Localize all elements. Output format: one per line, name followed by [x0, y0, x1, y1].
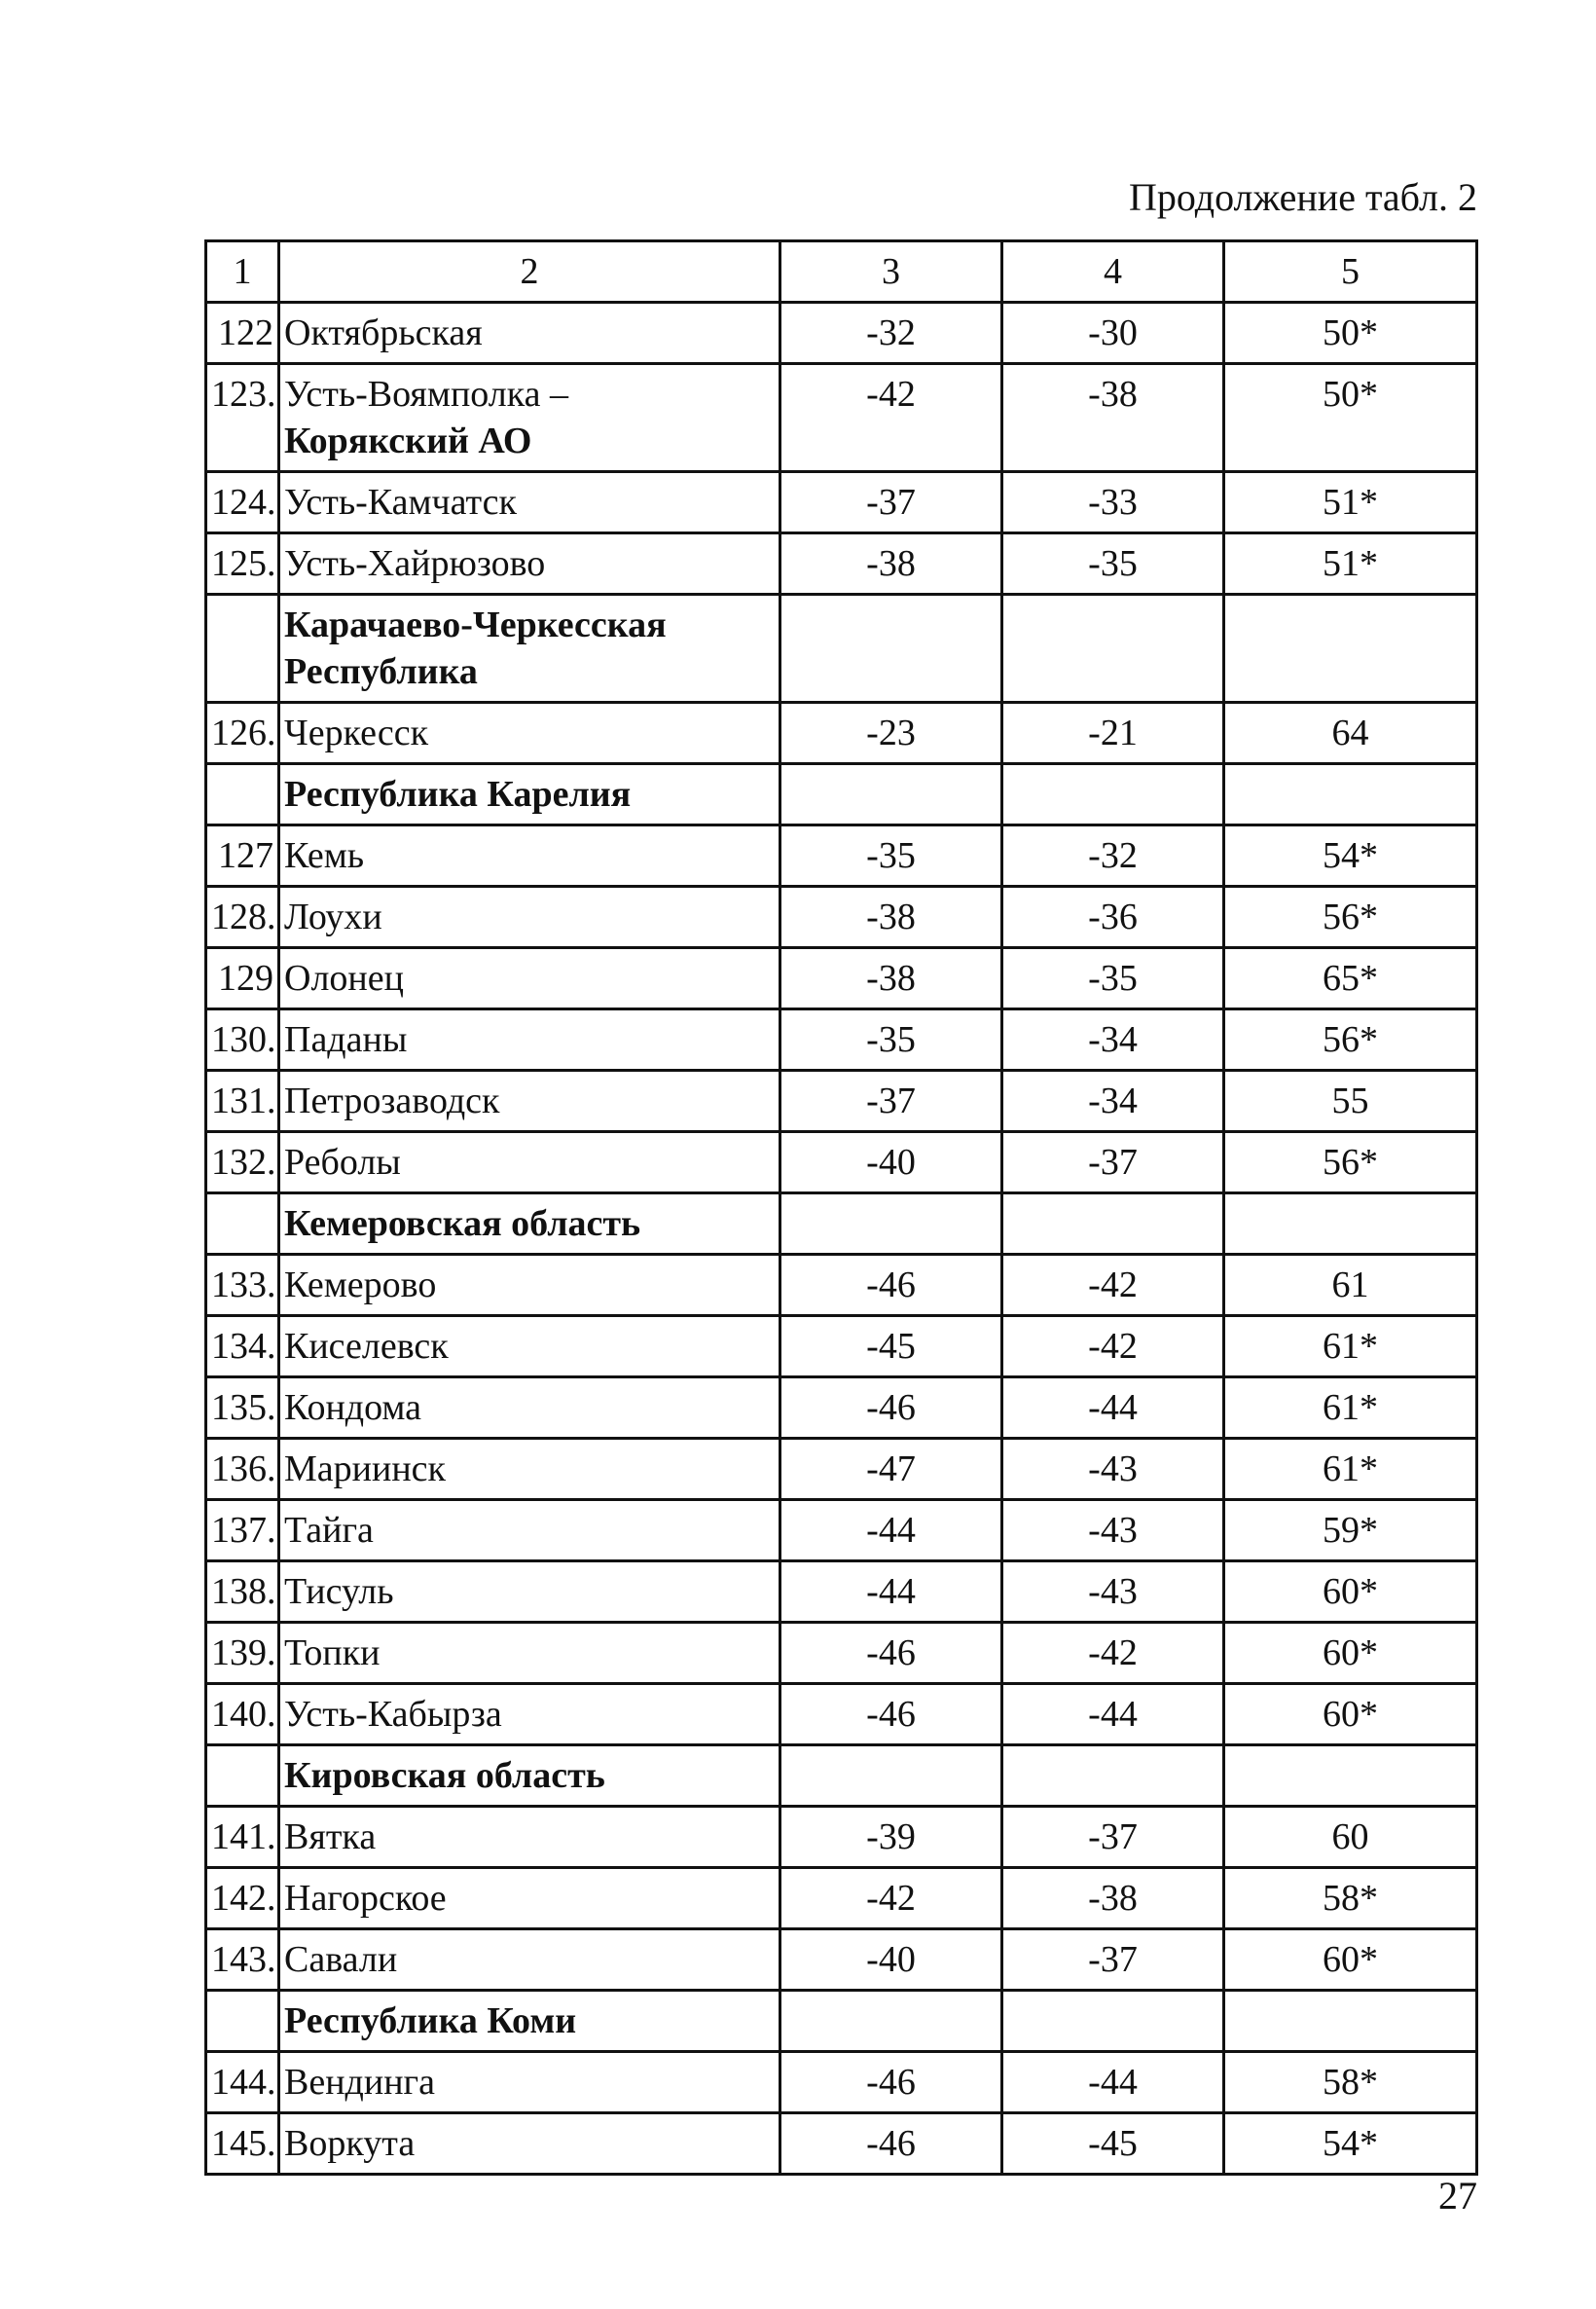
station-name-cell [279, 364, 780, 472]
region-name-cell: Республика Коми [279, 1991, 780, 2052]
table-row [206, 1316, 1477, 1377]
value-cell-3: -46 [780, 1255, 1002, 1316]
value-cell-3: -38 [780, 948, 1002, 1009]
row-number-cell: 133. [206, 1255, 279, 1316]
value-cell-3 [780, 595, 1002, 703]
value-cell-3: -37 [780, 472, 1002, 533]
value-cell-3 [780, 764, 1002, 825]
station-name: Савали [284, 1939, 398, 1980]
header-cell-2: 2 [279, 241, 780, 303]
table-body [206, 241, 1477, 2175]
value-cell-5: 61* [1224, 1316, 1477, 1377]
station-name: Олонец [284, 958, 404, 999]
row-number-cell [206, 1193, 279, 1255]
value-cell-4 [1002, 595, 1224, 703]
value-cell-5: 60 [1224, 1807, 1477, 1868]
value-cell-3: -44 [780, 1500, 1002, 1561]
value-cell-5 [1224, 1745, 1477, 1807]
page-number: 27 [1438, 2174, 1477, 2217]
table-row [206, 948, 1477, 1009]
station-name: Вендинга [284, 2062, 436, 2103]
value-cell-5: 61* [1224, 1377, 1477, 1439]
row-number-cell: 136. [206, 1439, 279, 1500]
value-cell-3: -46 [780, 1377, 1002, 1439]
value-cell-3: -40 [780, 1132, 1002, 1193]
row-number-cell: 134. [206, 1316, 279, 1377]
row-number-cell: 144. [206, 2052, 279, 2113]
table-row [206, 1684, 1477, 1745]
value-cell-4: -45 [1002, 2113, 1224, 2175]
header-cell-5: 5 [1224, 241, 1477, 303]
value-cell-3: -42 [780, 1868, 1002, 1929]
table-row [206, 1623, 1477, 1684]
value-cell-3 [780, 1193, 1002, 1255]
value-cell-4: -35 [1002, 948, 1224, 1009]
station-name: Усть-Кабырза [284, 1694, 502, 1735]
station-name-cell [279, 303, 780, 364]
row-number-cell: 125. [206, 533, 279, 595]
value-cell-4 [1002, 764, 1224, 825]
value-cell-4: -35 [1002, 533, 1224, 595]
row-number-cell: 128. [206, 887, 279, 948]
value-cell-3: -35 [780, 825, 1002, 887]
value-cell-3: -46 [780, 2052, 1002, 2113]
value-cell-4 [1002, 1991, 1224, 2052]
value-cell-5 [1224, 764, 1477, 825]
value-cell-4: -36 [1002, 887, 1224, 948]
station-name: Октябрьская [284, 312, 483, 353]
value-cell-5: 64 [1224, 703, 1477, 764]
value-cell-4: -42 [1002, 1255, 1224, 1316]
station-name-cell [279, 825, 780, 887]
value-cell-5: 51* [1224, 533, 1477, 595]
value-cell-4: -42 [1002, 1623, 1224, 1684]
station-name: Кемь [284, 835, 365, 876]
value-cell-3: -39 [780, 1807, 1002, 1868]
value-cell-5: 65* [1224, 948, 1477, 1009]
station-name-cell [279, 1071, 780, 1132]
station-name-cell [279, 1561, 780, 1623]
value-cell-5 [1224, 1193, 1477, 1255]
table-row [206, 1807, 1477, 1868]
station-name: Кондома [284, 1387, 422, 1428]
station-name: Киселевск [284, 1326, 449, 1367]
table-row [206, 2052, 1477, 2113]
value-cell-4: -44 [1002, 2052, 1224, 2113]
value-cell-5: 60* [1224, 1929, 1477, 1991]
table-row [206, 303, 1477, 364]
table-row [206, 703, 1477, 764]
row-number-cell: 124. [206, 472, 279, 533]
value-cell-4: -34 [1002, 1071, 1224, 1132]
station-name: Мариинск [284, 1448, 446, 1489]
row-number-cell: 123. [206, 364, 279, 472]
table-row [206, 887, 1477, 948]
station-name: Нагорское [284, 1878, 447, 1919]
value-cell-4: -37 [1002, 1807, 1224, 1868]
station-name: Черкесск [284, 713, 429, 753]
table-row [206, 1377, 1477, 1439]
value-cell-4: -33 [1002, 472, 1224, 533]
header-cell-3: 3 [780, 241, 1002, 303]
value-cell-4: -34 [1002, 1009, 1224, 1071]
value-cell-4: -42 [1002, 1316, 1224, 1377]
value-cell-5: 54* [1224, 2113, 1477, 2175]
station-name-cell [279, 1377, 780, 1439]
table-row [206, 1868, 1477, 1929]
value-cell-4: -43 [1002, 1500, 1224, 1561]
row-number-cell: 145. [206, 2113, 279, 2175]
value-cell-5: 50* [1224, 303, 1477, 364]
value-cell-5: 50* [1224, 364, 1477, 472]
station-name: Усть-Хайрюзово [284, 543, 546, 584]
value-cell-5: 54* [1224, 825, 1477, 887]
station-name: Воркута [284, 2123, 416, 2164]
station-name-cell [279, 1009, 780, 1071]
value-cell-3: -23 [780, 703, 1002, 764]
station-name: Петрозаводск [284, 1081, 500, 1121]
row-number-cell [206, 764, 279, 825]
row-number-cell: 143. [206, 1929, 279, 1991]
value-cell-3: -32 [780, 303, 1002, 364]
station-name-cell [279, 2052, 780, 2113]
row-number-cell: 127 [206, 825, 279, 887]
value-cell-3: -40 [780, 1929, 1002, 1991]
region-name-cell: Кемеровская область [279, 1193, 780, 1255]
station-name-cell [279, 1316, 780, 1377]
station-name-cell [279, 1255, 780, 1316]
table-header-row [206, 241, 1477, 303]
row-number-cell: 130. [206, 1009, 279, 1071]
row-number-cell: 142. [206, 1868, 279, 1929]
row-number-cell: 137. [206, 1500, 279, 1561]
table-row [206, 364, 1477, 472]
region-header-row [206, 595, 1477, 703]
region-subtitle: Корякский АО [284, 421, 532, 461]
value-cell-3: -37 [780, 1071, 1002, 1132]
table-row [206, 825, 1477, 887]
value-cell-5: 55 [1224, 1071, 1477, 1132]
value-cell-5: 59* [1224, 1500, 1477, 1561]
value-cell-5: 60* [1224, 1561, 1477, 1623]
station-name: Вятка [284, 1816, 377, 1857]
station-name: Тисуль [284, 1571, 394, 1612]
region-name-cell: Карачаево-Черкесская Республика [279, 595, 780, 703]
value-cell-5 [1224, 1991, 1477, 2052]
value-cell-4: -43 [1002, 1439, 1224, 1500]
header-cell-4: 4 [1002, 241, 1224, 303]
station-name-cell [279, 703, 780, 764]
station-name: Усть-Камчатск [284, 482, 517, 523]
value-cell-5: 56* [1224, 1009, 1477, 1071]
station-name: Усть-Воямполка – [284, 374, 568, 415]
station-name-cell [279, 1623, 780, 1684]
table-row [206, 1132, 1477, 1193]
value-cell-4: -37 [1002, 1929, 1224, 1991]
value-cell-5: 60* [1224, 1684, 1477, 1745]
row-number-cell [206, 595, 279, 703]
value-cell-3: -46 [780, 1623, 1002, 1684]
table-row [206, 1561, 1477, 1623]
value-cell-3: -38 [780, 887, 1002, 948]
station-name-cell [279, 1929, 780, 1991]
row-number-cell [206, 1745, 279, 1807]
station-name: Лоухи [284, 897, 382, 937]
value-cell-3: -46 [780, 1684, 1002, 1745]
station-name-cell [279, 1439, 780, 1500]
station-name-cell [279, 1684, 780, 1745]
row-number-cell: 132. [206, 1132, 279, 1193]
value-cell-5: 56* [1224, 1132, 1477, 1193]
table-row [206, 2113, 1477, 2175]
region-name-cell: Республика Карелия [279, 764, 780, 825]
station-name-cell [279, 533, 780, 595]
value-cell-4: -30 [1002, 303, 1224, 364]
station-name-cell [279, 1807, 780, 1868]
value-cell-4: -37 [1002, 1132, 1224, 1193]
value-cell-3: -45 [780, 1316, 1002, 1377]
value-cell-3 [780, 1991, 1002, 2052]
row-number-cell: 140. [206, 1684, 279, 1745]
value-cell-5: 56* [1224, 887, 1477, 948]
station-name-cell [279, 1500, 780, 1561]
table-row [206, 1071, 1477, 1132]
value-cell-3: -42 [780, 364, 1002, 472]
value-cell-4: -38 [1002, 1868, 1224, 1929]
station-name-cell [279, 2113, 780, 2175]
header-cell-1: 1 [206, 241, 279, 303]
table-row [206, 533, 1477, 595]
region-header-row [206, 764, 1477, 825]
value-cell-4: -44 [1002, 1377, 1224, 1439]
region-header-row [206, 1745, 1477, 1807]
row-number-cell: 138. [206, 1561, 279, 1623]
table-row [206, 472, 1477, 533]
row-number-cell: 135. [206, 1377, 279, 1439]
station-name-cell [279, 472, 780, 533]
value-cell-5: 58* [1224, 2052, 1477, 2113]
value-cell-4: -38 [1002, 364, 1224, 472]
station-name-cell [279, 948, 780, 1009]
value-cell-4: -21 [1002, 703, 1224, 764]
row-number-cell: 122 [206, 303, 279, 364]
value-cell-4: -43 [1002, 1561, 1224, 1623]
station-name-cell [279, 1132, 780, 1193]
row-number-cell: 131. [206, 1071, 279, 1132]
table-row [206, 1500, 1477, 1561]
value-cell-3: -47 [780, 1439, 1002, 1500]
value-cell-4: -32 [1002, 825, 1224, 887]
value-cell-5: 58* [1224, 1868, 1477, 1929]
table-row [206, 1255, 1477, 1316]
station-name-cell [279, 1868, 780, 1929]
climate-table [204, 239, 1478, 2176]
value-cell-3: -44 [780, 1561, 1002, 1623]
table-row [206, 1009, 1477, 1071]
station-name: Топки [284, 1632, 381, 1673]
value-cell-5: 61* [1224, 1439, 1477, 1500]
row-number-cell: 129 [206, 948, 279, 1009]
value-cell-5: 61 [1224, 1255, 1477, 1316]
row-number-cell [206, 1991, 279, 2052]
table-row [206, 1929, 1477, 1991]
station-name: Кемерово [284, 1264, 437, 1305]
region-name-cell: Кировская область [279, 1745, 780, 1807]
station-name: Реболы [284, 1142, 401, 1183]
value-cell-4 [1002, 1193, 1224, 1255]
table-row [206, 1439, 1477, 1500]
row-number-cell: 139. [206, 1623, 279, 1684]
value-cell-4 [1002, 1745, 1224, 1807]
value-cell-5 [1224, 595, 1477, 703]
value-cell-3: -35 [780, 1009, 1002, 1071]
station-name-cell [279, 887, 780, 948]
station-name: Тайга [284, 1510, 374, 1551]
region-header-row [206, 1193, 1477, 1255]
value-cell-5: 60* [1224, 1623, 1477, 1684]
row-number-cell: 141. [206, 1807, 279, 1868]
value-cell-4: -44 [1002, 1684, 1224, 1745]
table-caption: Продолжение табл. 2 [1129, 175, 1477, 219]
region-header-row [206, 1991, 1477, 2052]
value-cell-3: -38 [780, 533, 1002, 595]
value-cell-5: 51* [1224, 472, 1477, 533]
row-number-cell: 126. [206, 703, 279, 764]
value-cell-3 [780, 1745, 1002, 1807]
value-cell-3: -46 [780, 2113, 1002, 2175]
station-name: Паданы [284, 1019, 408, 1060]
